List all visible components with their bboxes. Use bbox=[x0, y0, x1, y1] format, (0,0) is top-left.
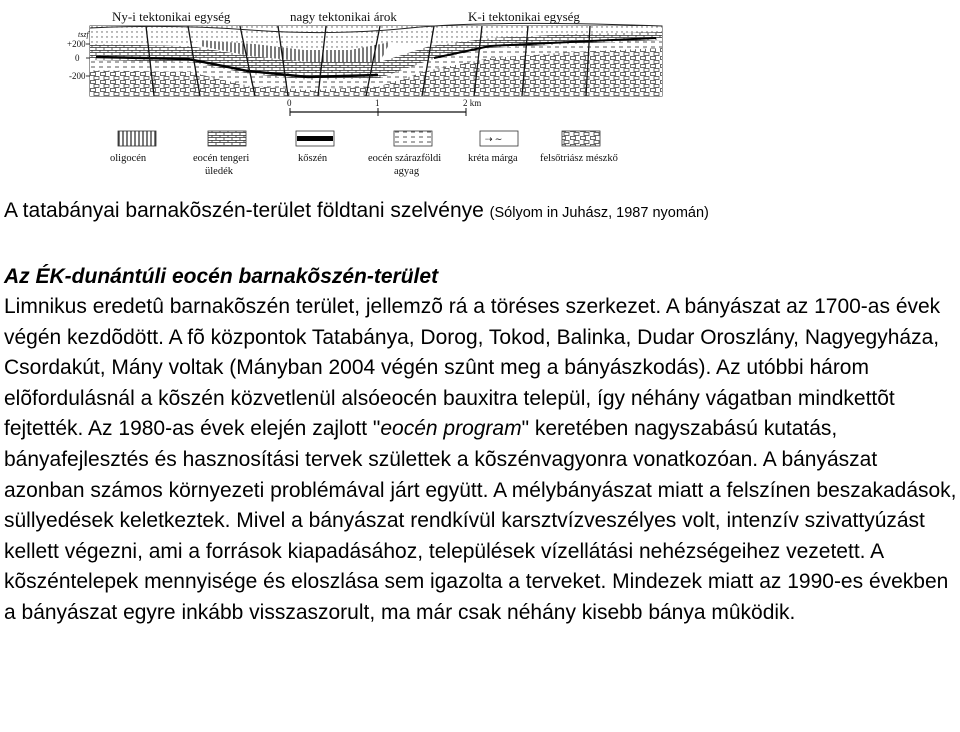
legend bbox=[110, 131, 618, 177]
legend-item-triassic-limestone bbox=[540, 131, 618, 164]
legend-item-cretaceous-marl bbox=[468, 131, 518, 164]
section-heading: Az ÉK-dunántúli eocén barnakõszén-terület bbox=[4, 265, 439, 288]
paragraph-text-1: Limnikus eredetû barnakõszén terület, jellemzõ rá a töréses szerkezet. A bányászat az 1700-as évek végén kezdõdött. A fõ központok Tatabánya, Dorog, Tokod, Balinka, Dudar Oroszlány, Nagyegyháza, Csordakút, Mány voltak (Mányban 2004 végén szûnt meg a bányászkodás). Az utóbbi három elõfordulásnál a kõszén közvetlenül alsóeocén bauxitra települ, így néhány vágatban mindkettõt fejtették. Az 1980-as évek elején zajlott " bbox=[4, 295, 941, 441]
legend-label: kőszén bbox=[298, 153, 328, 164]
side-label: tszf bbox=[78, 30, 89, 39]
legend-item-marine-eocene bbox=[193, 131, 249, 177]
body-paragraph bbox=[4, 292, 960, 629]
emphasis-text: eocén program bbox=[380, 417, 522, 441]
scale-tick: 0 bbox=[287, 98, 292, 108]
article bbox=[4, 262, 960, 629]
legend-label: eocén tengeri üledék bbox=[193, 153, 250, 177]
scale-tick: 2 km bbox=[463, 98, 482, 108]
figure-caption bbox=[4, 197, 954, 227]
caption-title: A tatabányai barnakõszén-terület földtani szelvénye bbox=[4, 199, 484, 222]
scale-bar bbox=[287, 98, 481, 116]
legend-label: felsőtriász mészkő bbox=[540, 153, 618, 164]
unit-label-graben: nagy tektonikai árok bbox=[290, 9, 397, 24]
paragraph-text-2: " keretében nagyszabású kutatás, bányafejlesztés és hasznosítási tervek születtek a kõszénvagyonra vonatkozóan. A bányászat azonban számos környezeti problémával járt együtt. A mélybányászat miatt a felszínen beszakadások, süllyedések keletkeztek. Mivel a bányászat rendkívül karsztvízveszélyes volt, intenzív szivattyúzást kellett végezni, ami a források kiapadásához, települések vízellátási nehézségeihez vezetett. A kõszéntelepek mennyisége és eloszlása sem igazolta a terveket. Mindezek miatt az 1990-es években a bányászat egyre inkább visszaszorult, ma már csak néhány kisebb bánya mûködik. bbox=[4, 417, 957, 624]
legend-label: oligocén bbox=[110, 153, 147, 164]
scale-tick: 1 bbox=[375, 98, 380, 108]
legend-label: kréta márga bbox=[468, 153, 518, 164]
legend-item-coal bbox=[296, 131, 334, 164]
tick-label: +200 bbox=[67, 39, 86, 49]
svg-text:⇢ ∼: ⇢ ∼ bbox=[485, 134, 503, 144]
tick-label: 0 bbox=[75, 53, 80, 63]
tick-label: -200 bbox=[69, 71, 86, 81]
legend-item-terrestrial-clay bbox=[368, 131, 441, 177]
cross-section-strata bbox=[90, 23, 662, 96]
unit-label-east: K-i tektonikai egység bbox=[468, 9, 580, 24]
caption-source: (Sólyom in Juhász, 1987 nyomán) bbox=[489, 205, 709, 221]
unit-label-west: Ny-i tektonikai egység bbox=[112, 9, 231, 24]
legend-label: eocén szárazföldi agyag bbox=[368, 153, 442, 177]
geological-cross-section-figure bbox=[50, 0, 670, 195]
legend-item-oligocene bbox=[110, 131, 156, 164]
